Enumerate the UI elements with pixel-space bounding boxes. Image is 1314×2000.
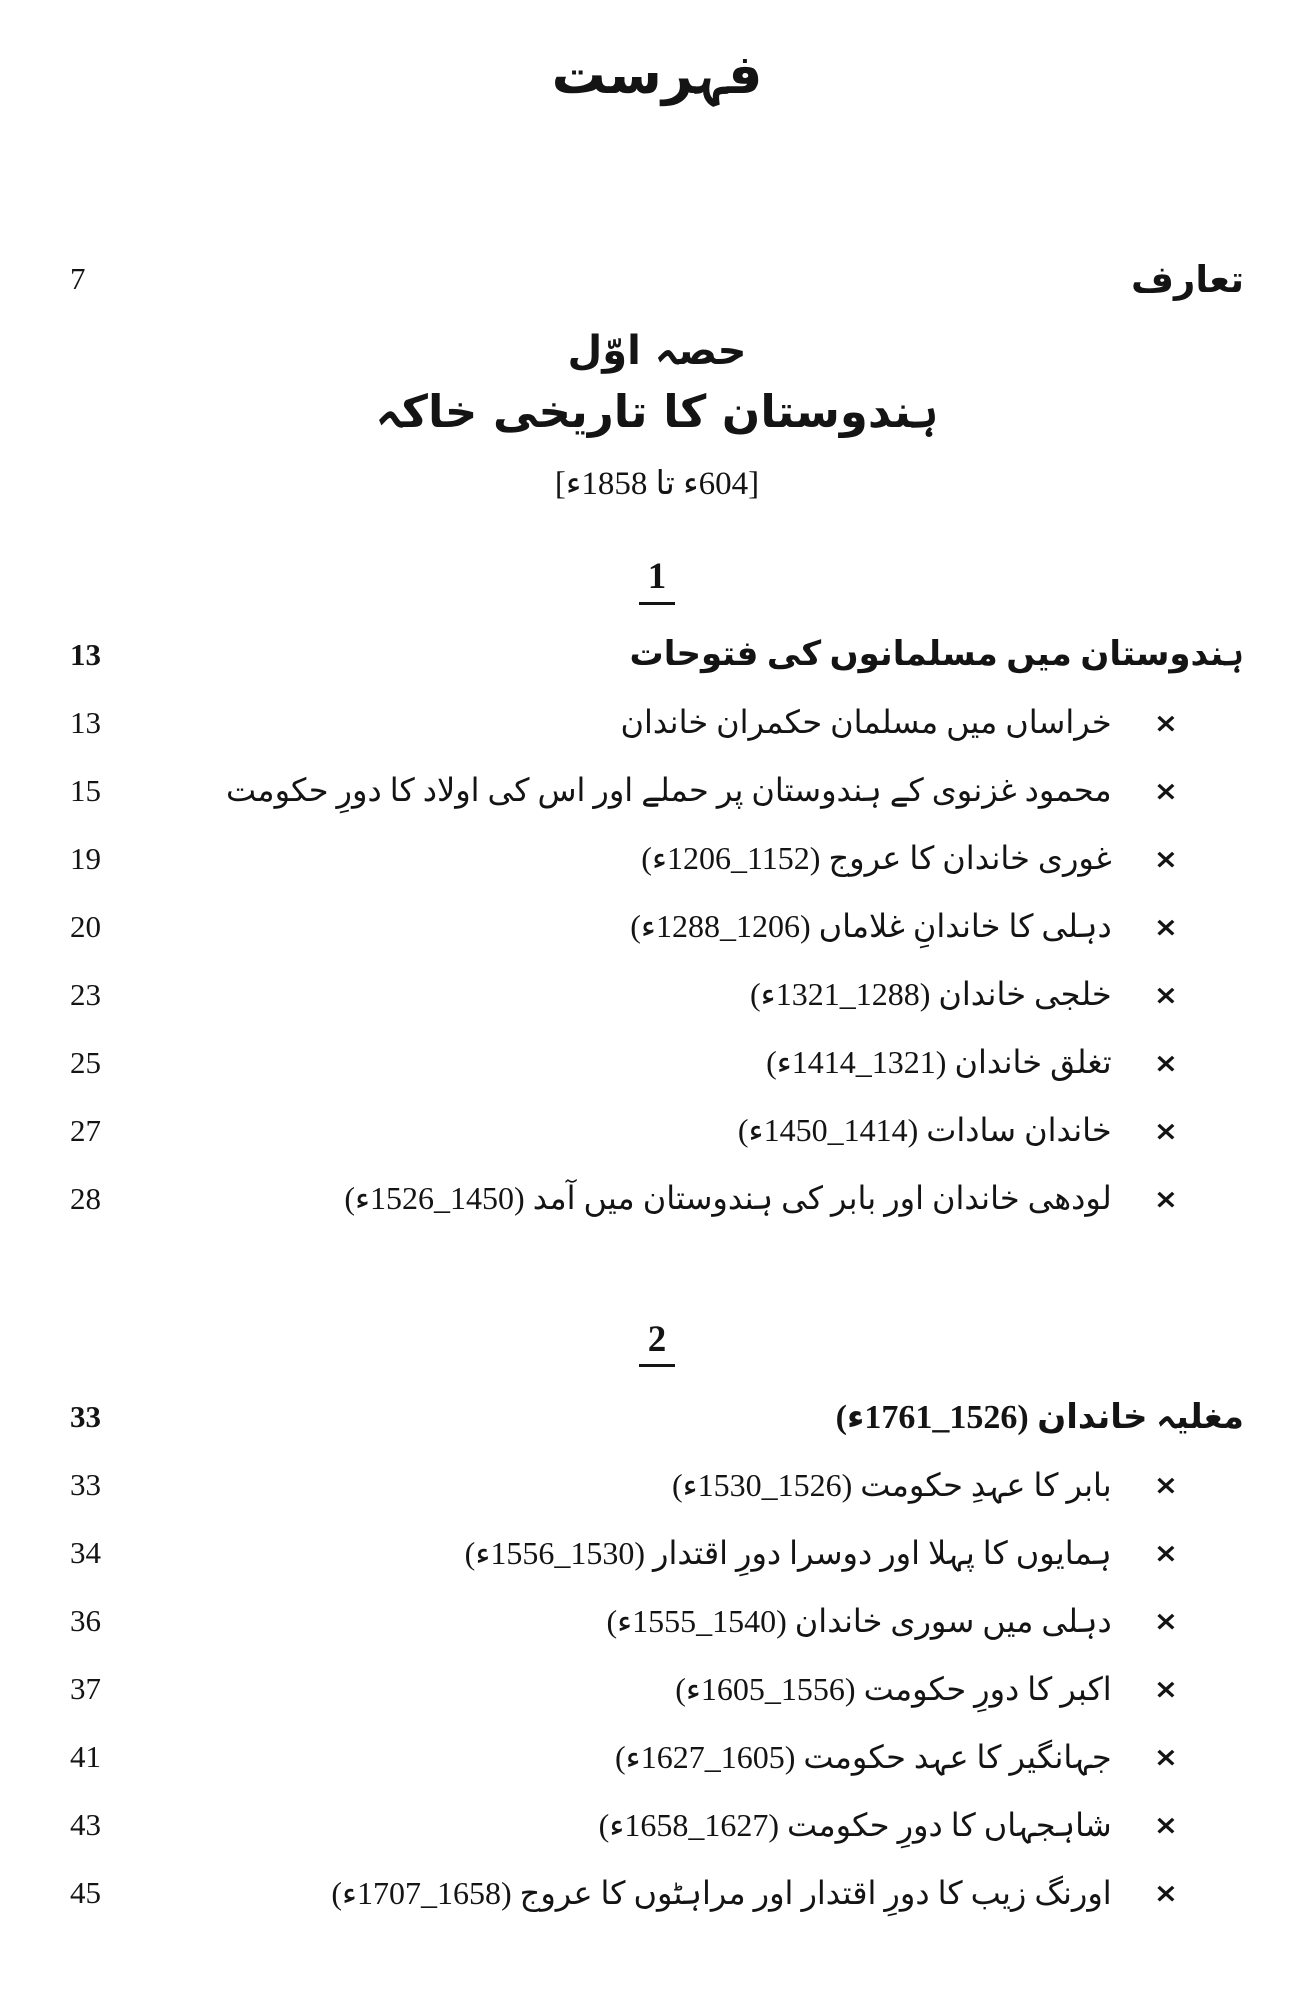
toc-item-row: [70, 757, 1244, 825]
toc-item-row: [70, 825, 1244, 893]
toc-entry-title: محمود غزنوی کے ہندوستان پر حملے اور اس کی اولاد کا دورِ حکومت: [226, 772, 1112, 809]
cross-bullet-icon: ×: [1153, 1605, 1178, 1637]
toc-item-row: [70, 1519, 1244, 1587]
page-number: 27: [70, 1112, 101, 1148]
section-2-number-text: 2: [639, 1319, 676, 1368]
toc-item-row: [70, 1165, 1244, 1233]
cross-bullet-icon: ×: [1153, 842, 1178, 875]
toc-entry: [344, 1175, 1178, 1221]
toc-entry-title: دہلی کا خاندانِ غلاماں (1206_1288ء): [630, 908, 1112, 945]
toc-entry: [606, 1598, 1178, 1644]
cross-bullet-icon: ×: [1153, 1741, 1178, 1773]
toc-entry-title: غوری خاندان کا عروج (1152_1206ء): [641, 840, 1112, 877]
toc-item-row: [70, 1791, 1244, 1859]
toc-entry: [738, 1107, 1178, 1153]
toc-entry: [641, 835, 1178, 881]
toc-entry: [615, 1734, 1178, 1780]
cross-bullet-icon: ×: [1153, 910, 1178, 943]
cross-bullet-icon: ×: [1153, 1469, 1178, 1501]
toc-entry: [672, 1462, 1178, 1508]
toc-item-row: [70, 1097, 1244, 1165]
cross-bullet-icon: ×: [1153, 1809, 1178, 1841]
toc-item-row: [70, 1859, 1244, 1927]
toc-item-row: [70, 689, 1244, 757]
page-number: 20: [70, 908, 101, 944]
toc-entry-title: اکبر کا دورِ حکومت (1556_1605ء): [675, 1670, 1112, 1707]
cross-bullet-icon: ×: [1153, 1046, 1178, 1079]
intro-row: [70, 250, 1244, 308]
toc-item-row: [70, 893, 1244, 961]
toc-entry: [675, 1666, 1178, 1712]
toc-entry: [836, 1393, 1244, 1442]
toc-entry: [465, 1530, 1178, 1576]
toc-entry-title: ہندوستان میں مسلمانوں کی فتوحات: [629, 635, 1244, 673]
toc-entry-title: خاندان سادات (1414_1450ء): [737, 1112, 1112, 1149]
section-1-number-text: 1: [639, 556, 676, 605]
page-number: 43: [70, 1807, 101, 1843]
page-number: 28: [70, 1180, 101, 1216]
toc-entry: [226, 767, 1178, 813]
cross-bullet-icon: ×: [1153, 706, 1178, 739]
section-2-heading-row: [70, 1383, 1244, 1451]
toc-entry-title: مغلیہ خاندان (1526_1761ء): [835, 1398, 1244, 1436]
part-subtitle: ہندوستان کا تاریخی خاکہ: [375, 385, 939, 439]
page-number: 41: [70, 1739, 101, 1775]
toc-entry-title: بابر کا عہدِ حکومت (1526_1530ء): [671, 1466, 1112, 1503]
page-number: 19: [70, 840, 101, 876]
page-number: 33: [70, 1399, 101, 1435]
page-number: 36: [70, 1603, 101, 1639]
toc-entry: [331, 1870, 1178, 1916]
toc-entry-title: خلجی خاندان (1288_1321ء): [750, 976, 1112, 1013]
section-1-items: [70, 689, 1244, 1233]
section-2-items: [70, 1451, 1244, 1927]
page-number: 37: [70, 1671, 101, 1707]
cross-bullet-icon: ×: [1153, 1114, 1178, 1147]
page-number: 15: [70, 772, 101, 808]
cross-bullet-icon: ×: [1153, 774, 1178, 807]
toc-entry-title: لودھی خاندان اور بابر کی ہندوستان میں آمد (1450_1526ء): [344, 1180, 1112, 1217]
intro-label: تعارف: [1131, 257, 1244, 301]
toc-item-row: [70, 1029, 1244, 1097]
page-number: 45: [70, 1875, 101, 1911]
intro-page-number: 7: [70, 261, 86, 297]
toc-item-row: [70, 1655, 1244, 1723]
toc-entry-title: تغلق خاندان (1321_1414ء): [766, 1044, 1112, 1081]
toc-entry-title: شاہجہاں کا دورِ حکومت (1627_1658ء): [598, 1806, 1112, 1843]
toc-entry: [750, 971, 1178, 1017]
toc-item-row: [70, 1587, 1244, 1655]
toc-content: [0, 40, 1314, 1927]
page-title: فہرست: [551, 43, 763, 106]
part-date-range: [604ء تا 1858ء]: [554, 466, 760, 503]
page-number: 25: [70, 1044, 101, 1080]
page-number: 34: [70, 1535, 101, 1571]
toc-item-row: [70, 1451, 1244, 1519]
toc-entry: [620, 699, 1178, 745]
page-number: 33: [70, 1467, 101, 1503]
page-number: 13: [70, 704, 101, 740]
part-heading: حصہ اوّل: [567, 328, 747, 375]
toc-entry: [630, 630, 1244, 679]
page-number: 13: [70, 636, 101, 672]
toc-entry: [599, 1802, 1178, 1848]
toc-entry-title: خراساں میں مسلمان حکمران خاندان: [620, 704, 1112, 741]
cross-bullet-icon: ×: [1153, 1537, 1178, 1569]
cross-bullet-icon: ×: [1153, 978, 1178, 1011]
section-1-number: [70, 556, 1244, 605]
section-1-heading-row: [70, 621, 1244, 689]
section-2-rows: [70, 1383, 1244, 1927]
cross-bullet-icon: ×: [1153, 1182, 1178, 1215]
page-number: 23: [70, 976, 101, 1012]
toc-entry: [766, 1039, 1178, 1085]
cross-bullet-icon: ×: [1153, 1877, 1178, 1909]
toc-entry-title: ہمایوں کا پہلا اور دوسرا دورِ اقتدار (1530_1556ء): [464, 1534, 1112, 1571]
toc-item-row: [70, 961, 1244, 1029]
cross-bullet-icon: ×: [1153, 1673, 1178, 1705]
toc-item-row: [70, 1723, 1244, 1791]
toc-entry: [630, 903, 1178, 949]
toc-entry-title: دہلی میں سوری خاندان (1540_1555ء): [606, 1602, 1112, 1639]
toc-entry-title: اورنگ زیب کا دورِ اقتدار اور مراہٹوں کا عروج (1658_1707ء): [331, 1874, 1112, 1911]
section-2-number: [70, 1319, 1244, 1368]
toc-entry-title: جہانگیر کا عہد حکومت (1605_1627ء): [614, 1738, 1112, 1775]
section-1-rows: [70, 621, 1244, 1233]
